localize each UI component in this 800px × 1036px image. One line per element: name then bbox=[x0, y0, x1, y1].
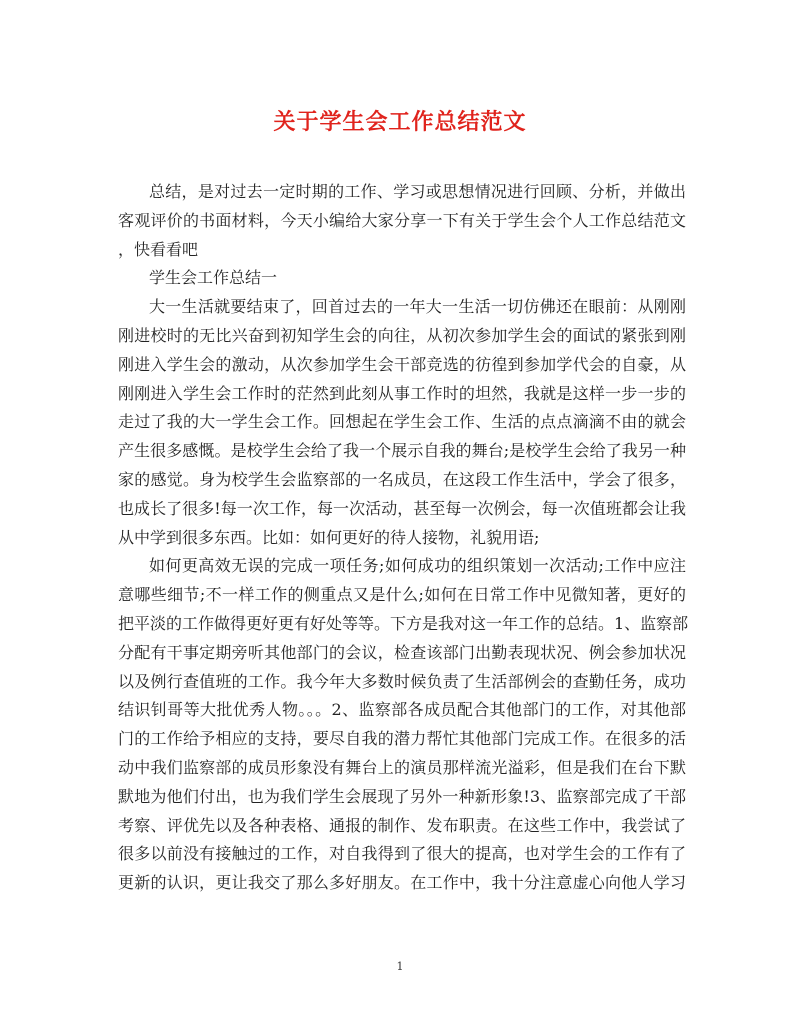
paragraph-line: 动中我们监察部的成员形象没有舞台上的演员那样流光溢彩，但是我们在台下默 bbox=[118, 757, 686, 777]
paragraph-line: 刚刚进入学生会工作时的茫然到此刻从事工作时的坦然，我就是这样一步一步的 bbox=[118, 383, 686, 403]
document-body bbox=[118, 178, 689, 898]
paragraph-line: 家的感觉。身为校学生会监察部的一名成员，在这段工作生活中，学会了很多， bbox=[118, 469, 686, 489]
section-heading: 学生会工作总结一 bbox=[149, 268, 278, 288]
paragraph-line: 意哪些细节;不一样工作的侧重点又是什么;如何在日常工作中见微知著，更好的 bbox=[118, 585, 686, 605]
paragraph-line: 门的工作给予相应的支持，要尽自我的潜力帮忙其他部门完成工作。在很多的活 bbox=[118, 729, 686, 749]
paragraph-line: 更新的认识，更让我交了那么多好朋友。在工作中，我十分注意虚心向他人学习 bbox=[118, 873, 686, 893]
paragraph-line: 也成长了很多!每一次工作，每一次活动，甚至每一次例会，每一次值班都会让我 bbox=[118, 498, 686, 518]
paragraph-line: 产生很多感慨。是校学生会给了我一个展示自我的舞台;是校学生会给了我另一种 bbox=[118, 441, 686, 461]
paragraph-line: 分配有干事定期旁听其他部门的会议，检查该部门出勤表现状况、例会参加状况 bbox=[118, 642, 686, 662]
paragraph-line: 结识钊哥等大批优秀人物。。。2、监察部各成员配合其他部门的工作，对其他部 bbox=[118, 700, 686, 720]
paragraph-line: 以及例行查值班的工作。我今年大多数时候负责了生活部例会的查勤任务，成功 bbox=[118, 671, 686, 691]
page-number: 1 bbox=[396, 960, 404, 973]
paragraph-line: 如何更高效无误的完成一项任务;如何成功的组织策划一次活动;工作中应注 bbox=[149, 556, 686, 576]
document-title: 关于学生会工作总结范文 bbox=[273, 109, 527, 135]
paragraph-line: 走过了我的大一学生会工作。回想起在学生会工作、生活的点点滴滴不由的就会 bbox=[118, 412, 686, 432]
paragraph-line: 把平淡的工作做得更好更有好处等等。下方是我对这一年工作的总结。1、监察部 bbox=[118, 613, 689, 633]
paragraph-line: 从中学到很多东西。比如：如何更好的待人接物，礼貌用语; bbox=[118, 527, 540, 547]
paragraph-line: 考察、评优先以及各种表格、通报的制作、发布职责。在这些工作中，我尝试了 bbox=[118, 815, 686, 835]
paragraph-line: 客观评价的书面材料，今天小编给大家分享一下有关于学生会个人工作总结范文 bbox=[118, 210, 686, 230]
paragraph-line: 大一生活就要结束了，回首过去的一年大一生活一切仿佛还在眼前：从刚刚 bbox=[149, 297, 686, 317]
paragraph-line: 默地为他们付出，也为我们学生会展现了另外一种新形象!3、监察部完成了干部 bbox=[118, 786, 686, 806]
paragraph-line: ，快看看吧 bbox=[118, 239, 199, 259]
paragraph-line: 总结，是对过去一定时期的工作、学习或思想情况进行回顾、分析，并做出 bbox=[149, 182, 686, 201]
paragraph-line: 刚进入学生会的激动，从次参加学生会干部竞选的彷徨到参加学代会的自豪，从 bbox=[118, 354, 686, 374]
paragraph-line: 刚进校时的无比兴奋到初知学生会的向往，从初次参加学生会的面试的紧张到刚 bbox=[118, 325, 686, 345]
paragraph-line: 很多以前没有接触过的工作，对自我得到了很大的提高，也对学生会的工作有了 bbox=[118, 844, 686, 864]
